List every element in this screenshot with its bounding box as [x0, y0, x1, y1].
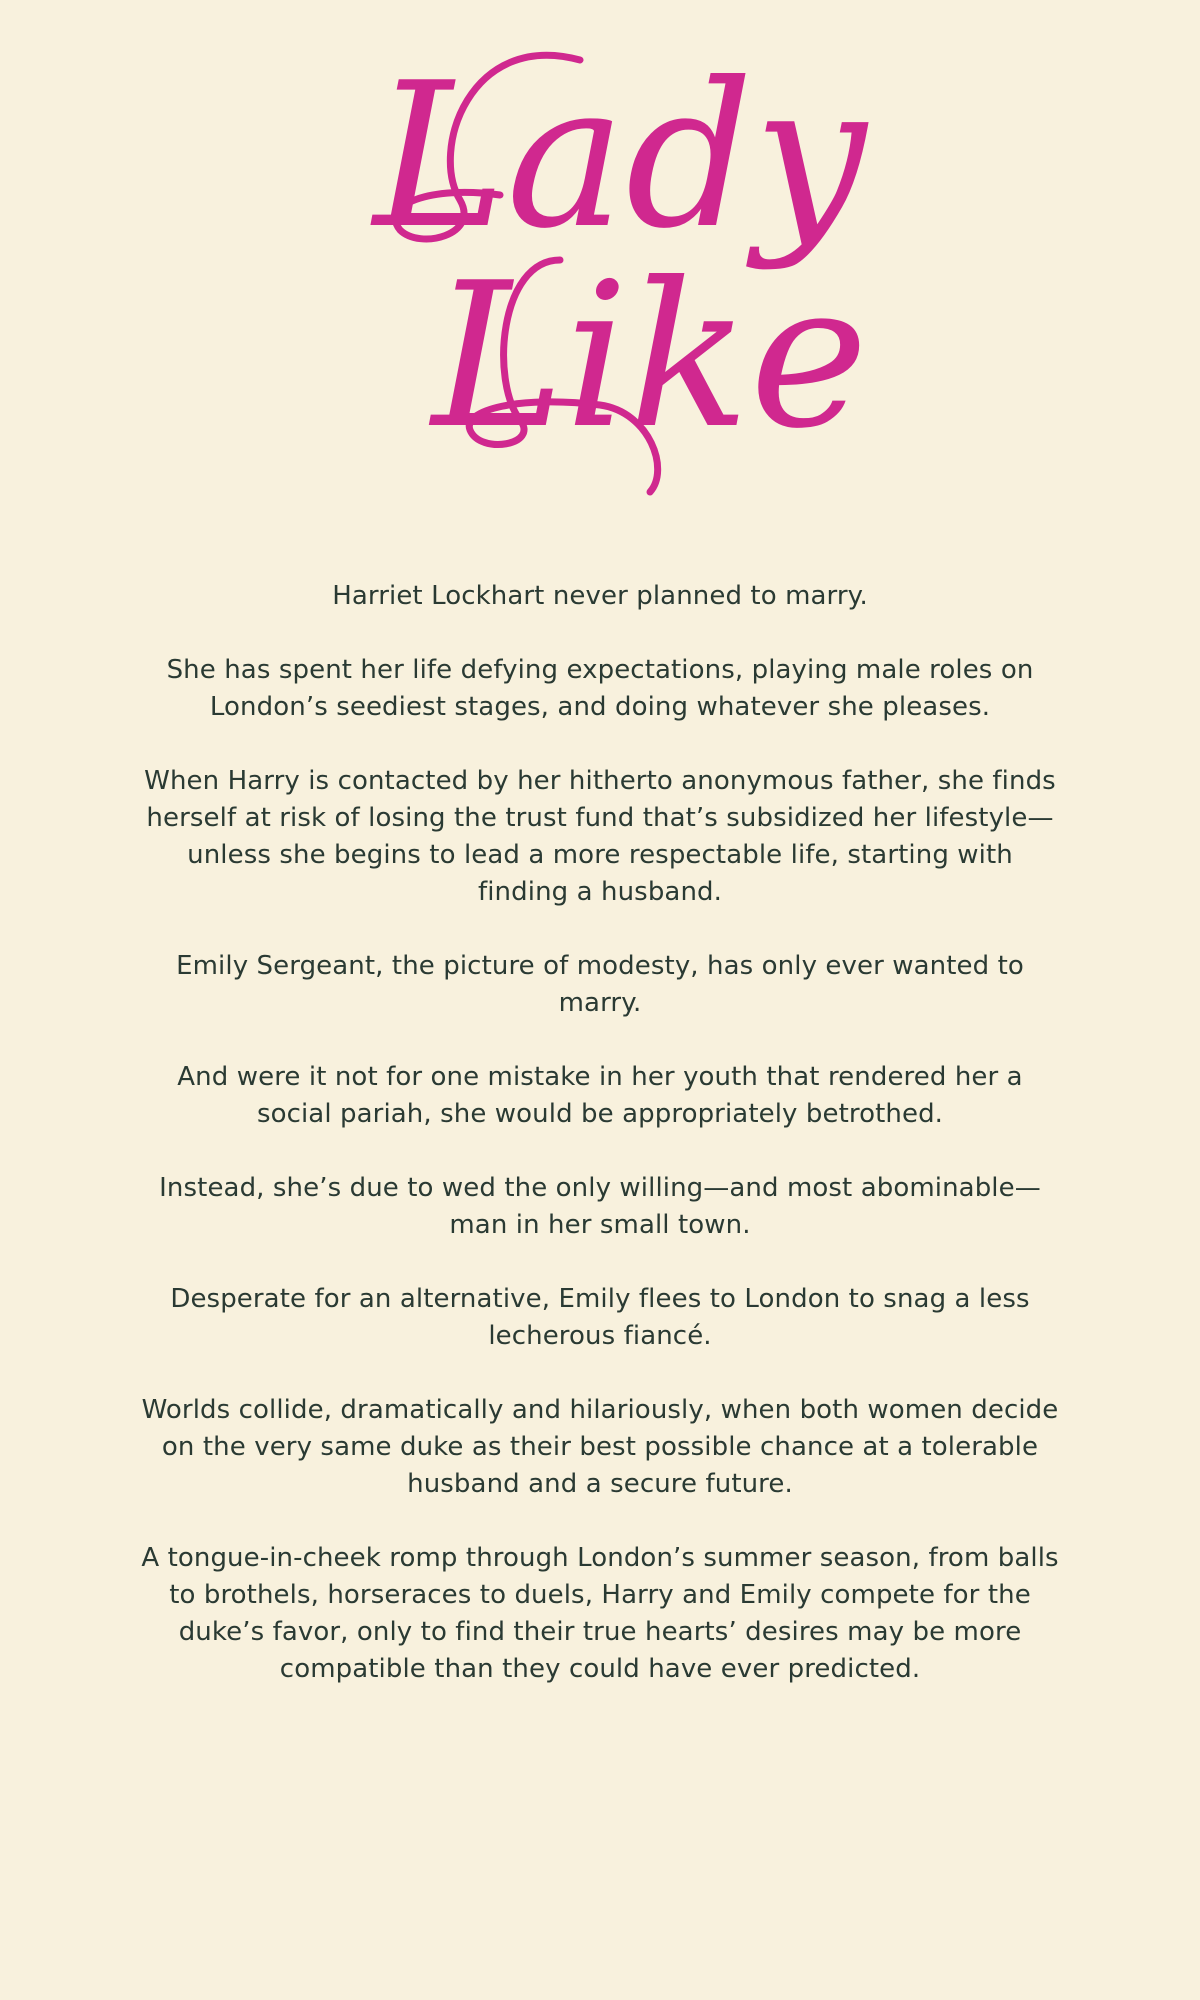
book-title-logo: [0, 0, 1200, 520]
title-line-1: Lady: [373, 40, 867, 273]
title-lettering: [0, 0, 1200, 520]
paragraph: And were it not for one mistake in her youth that rendered her a social pariah, she would be appropriately betrothed.: [177, 1062, 1023, 1129]
paragraph: She has spent her life defying expectations, playing male roles on London’s seediest stages, and doing whatever she pleases.: [166, 655, 1034, 722]
paragraph: Worlds collide, dramatically and hilariously, when both women decide on the very same duke as their best possible chance at a tolerable husband and a secure future.: [141, 1395, 1059, 1499]
book-description: [140, 578, 1060, 1688]
paragraph: A tongue-in-cheek romp through London’s summer season, from balls to brothels, horseraces to duels, Harry and Emily compete for the duke’s favor, only to find their true hearts’ desires may be more compatible than they could have ever predicted.: [141, 1543, 1059, 1684]
paragraph: When Harry is contacted by her hitherto anonymous father, she finds herself at risk of losing the trust fund that’s subsidized her lifestyle—unless she begins to lead a more respectable life, starting with finding a husband.: [144, 766, 1056, 907]
paragraph: Harriet Lockhart never planned to marry.: [332, 581, 868, 611]
paragraph: Instead, she’s due to wed the only willing—and most abominable—man in her small town.: [159, 1173, 1041, 1240]
paragraph: Desperate for an alternative, Emily flees to London to snag a less lecherous fiancé.: [170, 1284, 1030, 1351]
title-line-2: Like: [431, 240, 869, 473]
paragraph: Emily Sergeant, the picture of modesty, has only ever wanted to marry.: [176, 951, 1024, 1018]
